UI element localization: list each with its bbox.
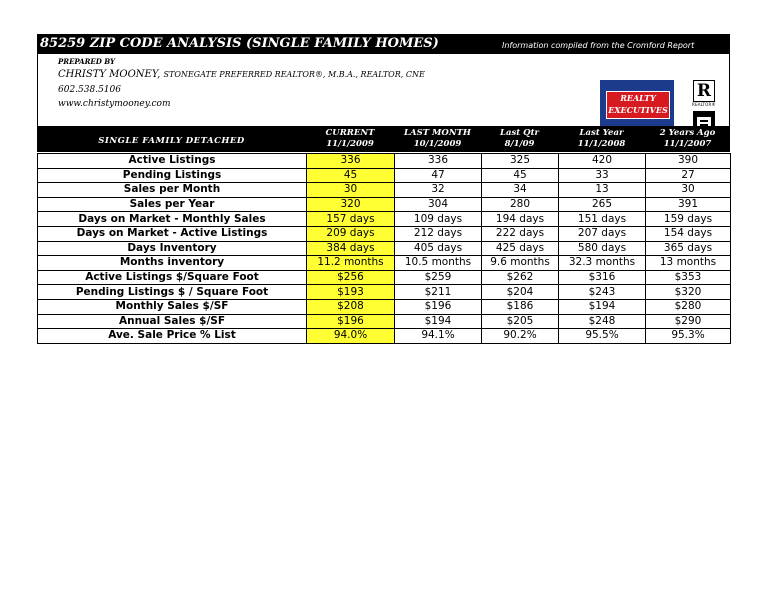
value-cell: 265 (559, 197, 646, 212)
value-cell: 94.1% (395, 329, 482, 344)
table-row (38, 241, 731, 256)
value-cell: 580 days (559, 241, 646, 256)
metric-label: Pending Listings (38, 168, 307, 183)
value-cell: $290 (646, 314, 731, 329)
current-value-cell: $193 (307, 285, 395, 300)
current-value-cell: 11.2 months (307, 256, 395, 271)
value-cell: $205 (482, 314, 559, 329)
value-cell: 10.5 months (395, 256, 482, 271)
table-header (37, 126, 730, 152)
agent-website: www.christymooney.com (58, 99, 171, 109)
metric-label: Sales per Year (38, 197, 307, 212)
market-data-table (37, 153, 731, 344)
value-cell: $194 (559, 299, 646, 314)
table-row (38, 299, 731, 314)
value-cell: 420 (559, 154, 646, 169)
current-value-cell: $196 (307, 314, 395, 329)
value-cell: 109 days (395, 212, 482, 227)
value-cell: 207 days (559, 226, 646, 241)
metric-label: Days Inventory (38, 241, 307, 256)
agent-name-line (58, 69, 425, 80)
value-cell: 391 (646, 197, 731, 212)
value-cell: 304 (395, 197, 482, 212)
table-body (38, 154, 731, 344)
source-note: Information compiled from the Cromford Report (502, 41, 695, 50)
column-header-2-years-ago: 2 Years Ago 11/1/2007 (659, 128, 716, 149)
value-cell: $259 (395, 270, 482, 285)
realtor-label: REALTOR® (692, 102, 716, 107)
value-cell: 159 days (646, 212, 731, 227)
value-cell: $320 (646, 285, 731, 300)
metric-label: Pending Listings $ / Square Foot (38, 285, 307, 300)
current-value-cell: 320 (307, 197, 395, 212)
value-cell: $211 (395, 285, 482, 300)
value-cell: $316 (559, 270, 646, 285)
value-cell: 325 (482, 154, 559, 169)
agent-name: CHRISTY MOONEY, (58, 69, 161, 80)
value-cell: $280 (646, 299, 731, 314)
value-cell: $196 (395, 299, 482, 314)
table-row (38, 329, 731, 344)
current-value-cell: 94.0% (307, 329, 395, 344)
value-cell: 425 days (482, 241, 559, 256)
value-cell: 33 (559, 168, 646, 183)
value-cell: 13 months (646, 256, 731, 271)
table-row (38, 256, 731, 271)
prepared-by-label: PREPARED BY (58, 57, 116, 66)
realty-executives-logo (600, 80, 674, 128)
realtor-r-icon (693, 80, 715, 108)
metric-label: Ave. Sale Price % List (38, 329, 307, 344)
table-row (38, 197, 731, 212)
column-header-last-year: Last Year 11/1/2008 (577, 128, 626, 149)
current-value-cell: 336 (307, 154, 395, 169)
table-row (38, 270, 731, 285)
value-cell: $353 (646, 270, 731, 285)
value-cell: 154 days (646, 226, 731, 241)
value-cell: $204 (482, 285, 559, 300)
logo-line-2: EXECUTIVES (608, 105, 668, 115)
table-row (38, 154, 731, 169)
column-header-last-month: LAST MONTH 10/1/2009 (404, 128, 471, 149)
current-value-cell: 157 days (307, 212, 395, 227)
metric-label: Active Listings $/Square Foot (38, 270, 307, 285)
metric-label: Months inventory (38, 256, 307, 271)
agent-info (37, 54, 730, 126)
table-row (38, 285, 731, 300)
value-cell: 280 (482, 197, 559, 212)
value-cell: 32 (395, 183, 482, 198)
metric-label: Active Listings (38, 154, 307, 169)
title-bar (37, 34, 730, 54)
value-cell: $243 (559, 285, 646, 300)
value-cell: 194 days (482, 212, 559, 227)
report-title: 85259 ZIP CODE ANALYSIS (SINGLE FAMILY HOMES) (40, 36, 439, 51)
table-row (38, 314, 731, 329)
value-cell: 390 (646, 154, 731, 169)
current-value-cell: 30 (307, 183, 395, 198)
value-cell: 13 (559, 183, 646, 198)
agent-phone: 602.538.5106 (58, 85, 121, 95)
value-cell: 32.3 months (559, 256, 646, 271)
report-sheet (37, 34, 730, 344)
value-cell: 151 days (559, 212, 646, 227)
column-header-current: CURRENT 11/1/2009 (325, 128, 375, 149)
current-value-cell: 45 (307, 168, 395, 183)
current-value-cell: 384 days (307, 241, 395, 256)
agent-credentials: STONEGATE PREFERRED REALTOR®, M.B.A., REALTOR, CNE (163, 70, 425, 79)
value-cell: 95.5% (559, 329, 646, 344)
metric-label: Annual Sales $/SF (38, 314, 307, 329)
table-row (38, 212, 731, 227)
metric-label: Days on Market - Monthly Sales (38, 212, 307, 227)
current-value-cell: 209 days (307, 226, 395, 241)
value-cell: $248 (559, 314, 646, 329)
table-row (38, 183, 731, 198)
column-header-last-qtr: Last Qtr 8/1/09 (500, 128, 539, 149)
metric-label: Sales per Month (38, 183, 307, 198)
section-label: SINGLE FAMILY DETACHED (98, 136, 245, 146)
realtor-letter: R (693, 80, 715, 102)
value-cell: 405 days (395, 241, 482, 256)
value-cell: 45 (482, 168, 559, 183)
logo-line-1: REALTY (620, 93, 656, 103)
value-cell: 95.3% (646, 329, 731, 344)
current-value-cell: $256 (307, 270, 395, 285)
value-cell: 212 days (395, 226, 482, 241)
value-cell: 27 (646, 168, 731, 183)
value-cell: 336 (395, 154, 482, 169)
value-cell: $262 (482, 270, 559, 285)
table-row (38, 168, 731, 183)
value-cell: 222 days (482, 226, 559, 241)
current-value-cell: $208 (307, 299, 395, 314)
value-cell: $186 (482, 299, 559, 314)
metric-label: Monthly Sales $/SF (38, 299, 307, 314)
value-cell: 9.6 months (482, 256, 559, 271)
table-row (38, 226, 731, 241)
value-cell: 30 (646, 183, 731, 198)
value-cell: 90.2% (482, 329, 559, 344)
value-cell: 34 (482, 183, 559, 198)
value-cell: 47 (395, 168, 482, 183)
value-cell: 365 days (646, 241, 731, 256)
metric-label: Days on Market - Active Listings (38, 226, 307, 241)
value-cell: $194 (395, 314, 482, 329)
